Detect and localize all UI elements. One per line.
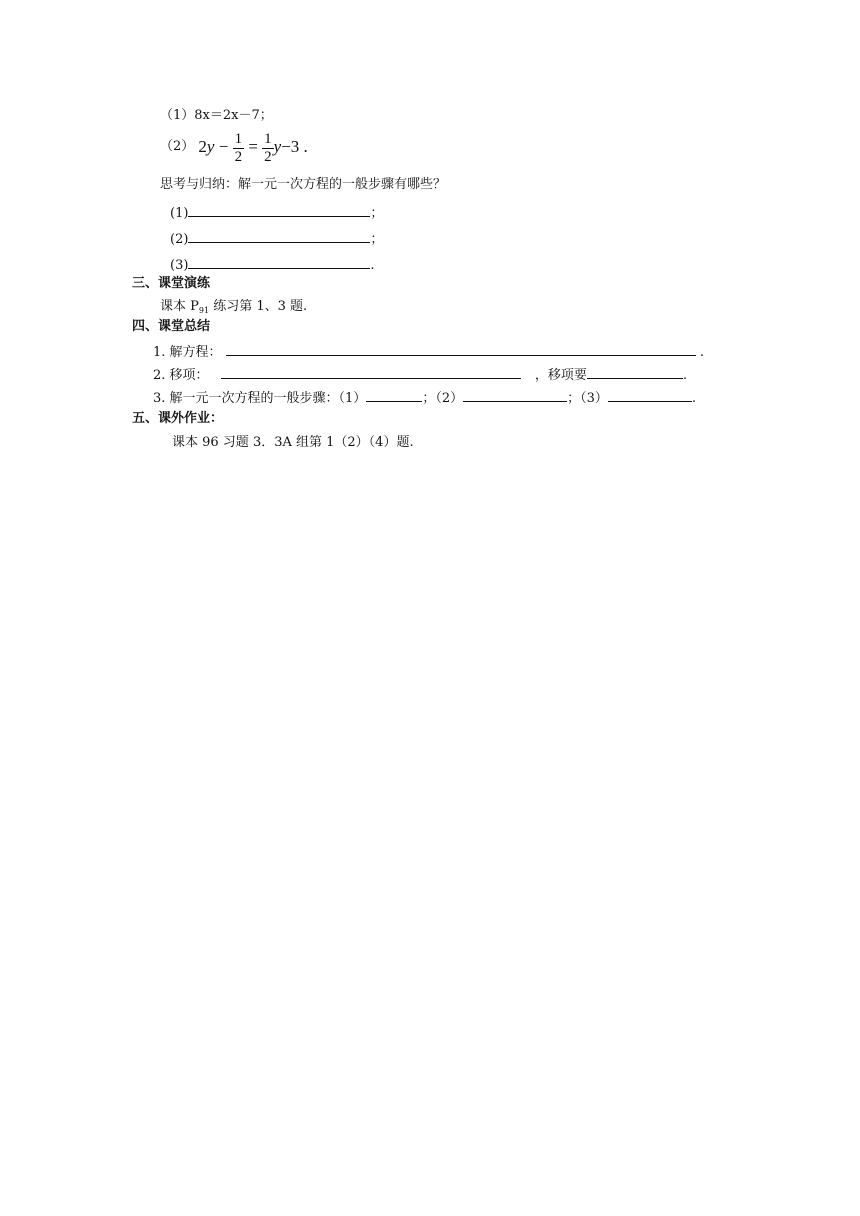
equation-coefficient: 2 <box>198 137 207 156</box>
equation-minus: − <box>218 137 229 156</box>
problem-2-equation <box>198 130 308 165</box>
fraction-left <box>233 131 245 166</box>
fraction-right-denominator: 2 <box>264 148 272 165</box>
answer-blank[interactable] <box>226 342 696 356</box>
section-3-text <box>160 298 307 320</box>
fraction-left-denominator: 2 <box>234 148 243 165</box>
page-subscript: 91 <box>198 306 210 315</box>
summary-item-1 <box>153 342 704 362</box>
step-label: (3) <box>170 258 189 273</box>
problem-2 <box>160 128 308 167</box>
item-text: ，移项要 <box>534 368 587 383</box>
answer-blank[interactable] <box>463 388 567 402</box>
answer-blank[interactable] <box>366 388 422 402</box>
problem-2-label: （2） <box>160 139 195 154</box>
text-part: 课本 P <box>160 299 199 314</box>
item-end-punct: . <box>682 368 687 383</box>
item-separator: ；（3） <box>567 391 608 406</box>
item-separator: ；（2） <box>422 391 464 406</box>
step-label: (2) <box>170 232 189 247</box>
equation-tail: −3 . <box>281 137 308 156</box>
item-label: 2. 移项： <box>153 368 209 383</box>
think-step-2 <box>170 229 383 249</box>
answer-blank[interactable] <box>587 365 683 379</box>
section-4-heading: 四、课堂总结 <box>132 319 211 334</box>
equation-variable-left: y <box>206 137 215 156</box>
item-end-punct: . <box>691 391 697 406</box>
step-end-punct: . <box>370 258 375 273</box>
step-end-punct: ； <box>370 206 384 221</box>
answer-blank[interactable] <box>188 255 370 269</box>
think-step-3 <box>170 255 375 275</box>
fraction-right-numerator: 1 <box>264 130 272 147</box>
answer-blank[interactable] <box>188 229 370 243</box>
problem-1-equation: 8x＝2x－7； <box>194 108 273 123</box>
item-label: 1. 解方程： <box>153 345 222 360</box>
fraction-right <box>262 131 274 166</box>
section-5-text: 课本 96 习题 3．3A 组第 1（2）（4）题. <box>172 435 414 450</box>
item-label: 3. 解一元一次方程的一般步骤：（1） <box>153 391 367 406</box>
section-5-heading: 五、课外作业： <box>132 411 224 426</box>
equation-variable-right: y <box>273 137 282 156</box>
section-3-heading: 三、课堂演练 <box>132 276 211 291</box>
step-label: (1) <box>170 206 189 221</box>
fraction-left-numerator: 1 <box>234 130 243 147</box>
item-end-punct: . <box>695 345 704 360</box>
answer-blank[interactable] <box>608 388 692 402</box>
answer-blank[interactable] <box>221 365 521 379</box>
think-prompt: 思考与归纳：解一元一次方程的一般步骤有哪些？ <box>160 177 447 192</box>
summary-item-3 <box>153 388 696 408</box>
step-end-punct: ； <box>370 232 384 247</box>
think-step-1 <box>170 203 383 223</box>
equation-equals: = <box>248 137 258 156</box>
text-part: 练习第 1、3 题. <box>209 299 308 314</box>
problem-1 <box>160 107 273 125</box>
answer-blank[interactable] <box>188 203 370 217</box>
summary-item-2 <box>153 365 687 385</box>
problem-1-label: （1） <box>160 108 195 123</box>
